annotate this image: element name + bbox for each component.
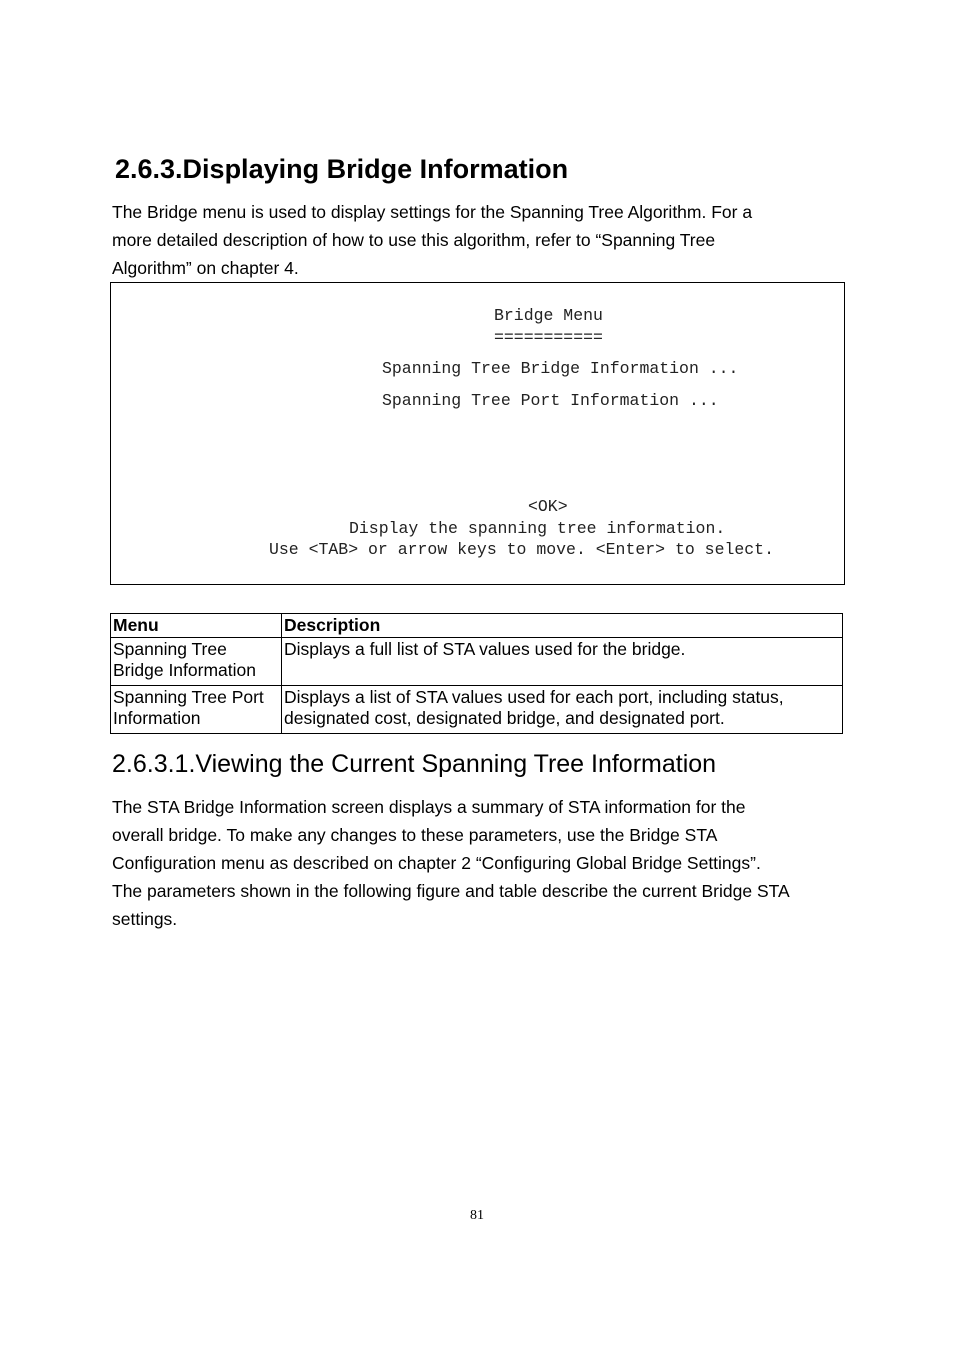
description-cell-line: Displays a full list of STA values used for the bridge. xyxy=(284,639,686,659)
menu-cell-line: Spanning Tree Port xyxy=(113,687,264,707)
body-line: settings. xyxy=(112,909,178,929)
menu-cell xyxy=(111,638,282,686)
section-heading: 2.6.3.Displaying Bridge Information xyxy=(115,154,569,184)
terminal-item-port-information[interactable]: Spanning Tree Port Information ... xyxy=(382,391,719,410)
description-cell-line: Displays a list of STA values used for each port, including status, xyxy=(284,687,784,707)
terminal-item-bridge-information[interactable]: Spanning Tree Bridge Information ... xyxy=(382,359,739,378)
page-number: 81 xyxy=(470,1208,484,1223)
intro-line: Algorithm” on chapter 4. xyxy=(112,258,299,278)
menu-cell xyxy=(111,686,282,734)
table-header-row xyxy=(111,614,843,638)
terminal-nav-hint: Use <TAB> or arrow keys to move. <Enter> to select. xyxy=(269,540,774,559)
intro-paragraph xyxy=(112,198,752,282)
menu-cell-line: Information xyxy=(113,708,201,728)
body-line: overall bridge. To make any changes to these parameters, use the Bridge STA xyxy=(112,825,718,845)
description-cell-line: designated cost, designated bridge, and designated port. xyxy=(284,708,725,728)
menu-cell-line: Spanning Tree xyxy=(113,639,227,659)
header-description: Description xyxy=(282,614,843,638)
header-menu: Menu xyxy=(111,614,282,638)
body-line: The STA Bridge Information screen displays a summary of STA information for the xyxy=(112,797,746,817)
intro-line: more detailed description of how to use this algorithm, refer to “Spanning Tree xyxy=(112,230,716,250)
terminal-menu-title: Bridge Menu xyxy=(494,306,603,325)
table-row xyxy=(111,638,843,686)
description-cell xyxy=(282,686,843,734)
intro-line: The Bridge menu is used to display settings for the Spanning Tree Algorithm. For a xyxy=(112,202,753,222)
terminal-help-text: Display the spanning tree information. xyxy=(349,519,726,538)
menu-description-table xyxy=(110,613,843,734)
table-row xyxy=(111,686,843,734)
menu-cell-line: Bridge Information xyxy=(113,660,256,680)
subsection-heading: 2.6.3.1.Viewing the Current Spanning Tree Information xyxy=(112,750,717,778)
body-line: Configuration menu as described on chapter 2 “Configuring Global Bridge Settings”. xyxy=(112,853,761,873)
description-cell xyxy=(282,638,843,686)
body-line: The parameters shown in the following figure and table describe the current Bridge STA xyxy=(112,881,790,901)
terminal-screen xyxy=(110,282,845,585)
terminal-title-underline: =========== xyxy=(494,328,603,347)
terminal-ok-button[interactable]: <OK> xyxy=(528,497,568,516)
body-paragraph xyxy=(112,793,790,933)
